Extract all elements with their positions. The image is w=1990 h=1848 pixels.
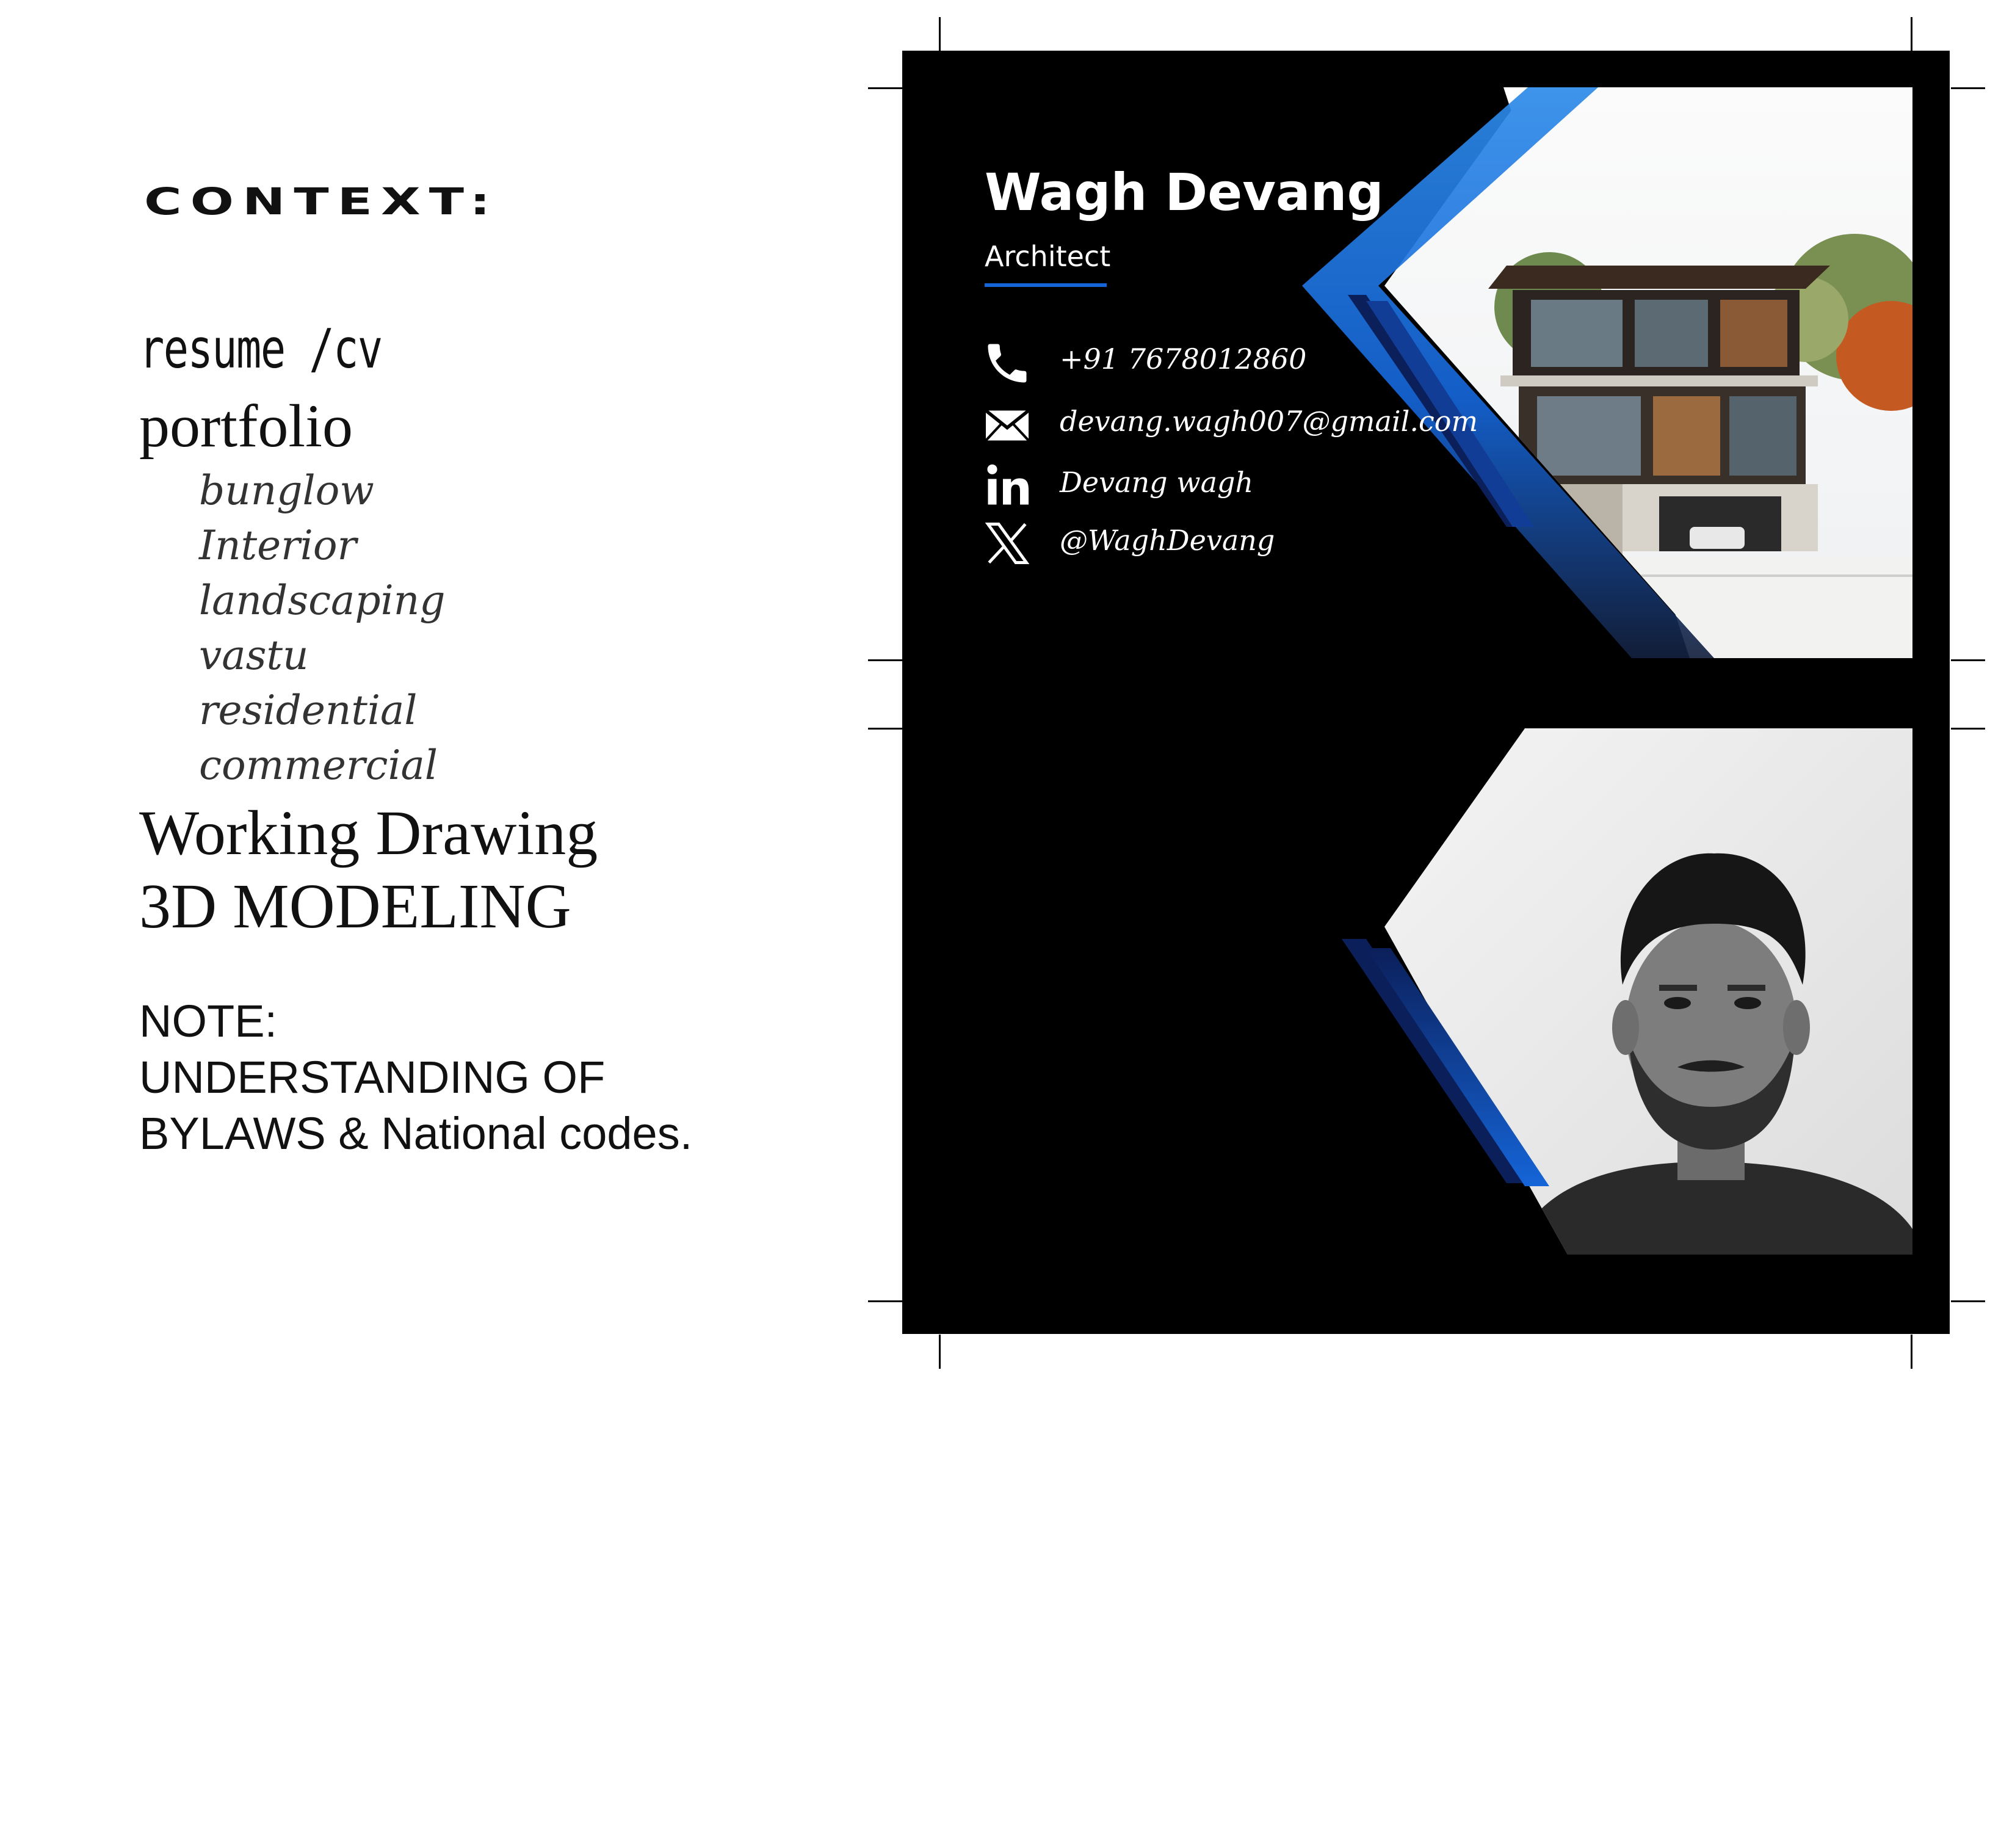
portfolio-item-interior: Interior — [199, 522, 357, 569]
portfolio-item-commercial: commercial — [199, 742, 438, 789]
card-name: Wagh Devang — [985, 162, 1384, 222]
crop-mark — [1951, 659, 1985, 661]
crop-mark — [1951, 1300, 1985, 1302]
context-portfolio: portfolio — [139, 392, 353, 460]
crop-mark — [1951, 87, 1985, 89]
crop-mark — [939, 1335, 941, 1369]
note-line-2: BYLAWS & National codes. — [139, 1108, 693, 1159]
portrait-photo — [1378, 728, 1916, 1259]
note-label: NOTE: — [139, 996, 278, 1046]
x-icon — [982, 518, 1033, 569]
business-card-back — [902, 698, 1950, 1839]
linkedin-text[interactable]: Devang wagh — [1060, 466, 1254, 499]
crop-mark — [868, 87, 902, 89]
context-working-drawing: Working Drawing — [139, 798, 598, 868]
context-3d-modeling: 3D MODELING — [139, 871, 571, 941]
x-handle-text[interactable]: @WaghDevang — [1060, 524, 1275, 557]
intro-line: prowess. — [1110, 1808, 1232, 1839]
portfolio-item-bunglow: bunglow — [199, 467, 374, 514]
context-resume: resume /cv — [139, 317, 382, 380]
mail-icon — [982, 400, 1033, 451]
crop-mark — [1911, 17, 1912, 51]
card-role: Architect — [985, 240, 1111, 273]
card-back-artwork — [902, 698, 1950, 1334]
phone-icon — [982, 338, 1033, 389]
crop-mark — [868, 659, 902, 661]
crop-mark — [868, 1300, 902, 1302]
crop-mark — [868, 728, 902, 730]
portfolio-item-landscaping: landscaping — [199, 577, 446, 624]
business-card-front — [902, 51, 1950, 698]
crop-mark — [1911, 1335, 1912, 1369]
portfolio-item-vastu: vastu — [199, 632, 309, 679]
intro-line: Hello! I'm thrilled to — [1031, 1475, 1311, 1506]
intro-line: shaping the world with their — [1013, 1618, 1328, 1697]
phone-text[interactable]: +91 7678012860 — [1060, 342, 1307, 375]
intro-paragraph — [982, 1467, 1360, 1848]
intro-line: creative vision and technical — [1042, 1713, 1300, 1792]
note-line-1: UNDERSTANDING OF — [139, 1052, 606, 1103]
portfolio-item-residential: residential — [199, 687, 418, 734]
intro-line: introduce you to a talented — [986, 1523, 1356, 1554]
intro-line: young architect who is — [1016, 1570, 1326, 1601]
crop-mark — [1951, 728, 1985, 730]
email-text[interactable]: devang.wagh007@gmail.com — [1060, 405, 1478, 438]
crop-mark — [939, 17, 941, 51]
role-underline — [985, 283, 1107, 287]
linkedin-icon — [982, 460, 1033, 511]
context-title: CONTEXT: — [144, 180, 499, 223]
